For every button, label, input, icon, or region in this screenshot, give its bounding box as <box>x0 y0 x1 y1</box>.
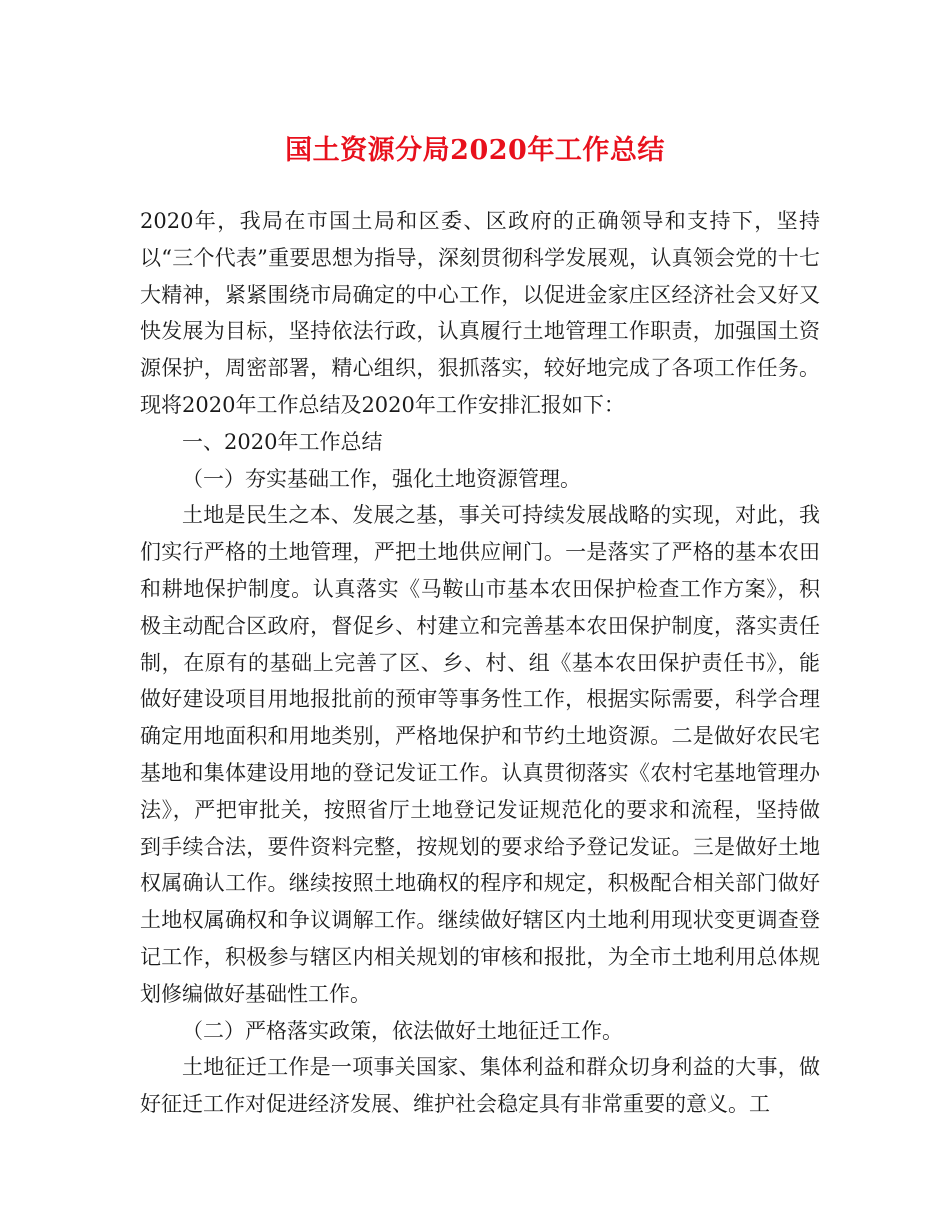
section-heading-1: 一、2020年工作总结 <box>182 429 383 454</box>
subsection-heading-1: （一）夯实基础工作，强化土地资源管理。 <box>182 466 581 491</box>
document-title: 国土资源分局2020年工作总结 <box>285 135 665 166</box>
document-body <box>140 203 820 1123</box>
paragraph-land-management: 土地是民生之本、发展之基，事关可持续发展战略的实现，对此，我们实行严格的土地管理，严把土地供应闸门。一是落实了严格的基本农田和耕地保护制度。认真落实《马鞍山市基本农田保护检查工作方案》，积极主动配合区政府，督促乡、村建立和完善基本农田保护制度，落实责任制，在原有的基础上完善了区、乡、村、组《基本农田保护责任书》，能做好建设项目用地报批前的预审等事务性工作，根据实际需要，科学合理确定用地面积和用地类别，严格地保护和节约土地资源。二是做好农民宅基地和集体建设用地的登记发证工作。认真贯彻落实《农村宅基地管理办法》，严把审批关，按照省厅土地登记发证规范化的要求和流程，坚持做到手续合法，要件资料完整，按规划的要求给予登记发证。三是做好土地权属确认工作。继续按照土地确权的程序和规定，积极配合相关部门做好土地权属确权和争议调解工作。继续做好辖区内土地利用现状变更调查登记工作，积极参与辖区内相关规划的审核和报批，为全市土地利用总体规划修编做好基础性工作。 <box>140 503 820 1006</box>
paragraph-land-acquisition: 土地征迁工作是一项事关国家、集体利益和群众切身利益的大事，做好征迁工作对促进经济发展、维护社会稳定具有非常重要的意义。工 <box>140 1055 820 1117</box>
paragraph-intro: 2020年，我局在市国土局和区委、区政府的正确领导和支持下，坚持以“三个代表”重要思想为指导，深刻贯彻科学发展观，认真领会党的十七大精神，紧紧围绕市局确定的中心工作，以促进金家庄区经济社会又好又快发展为目标，坚持依法行政，认真履行土地管理工作职责，加强国土资源保护，周密部署，精心组织，狠抓落实，较好地完成了各项工作任务。现将2020年工作总结及2020年工作安排汇报如下： <box>140 209 820 417</box>
subsection-heading-2: （二）严格落实政策，依法做好土地征迁工作。 <box>182 1018 623 1043</box>
